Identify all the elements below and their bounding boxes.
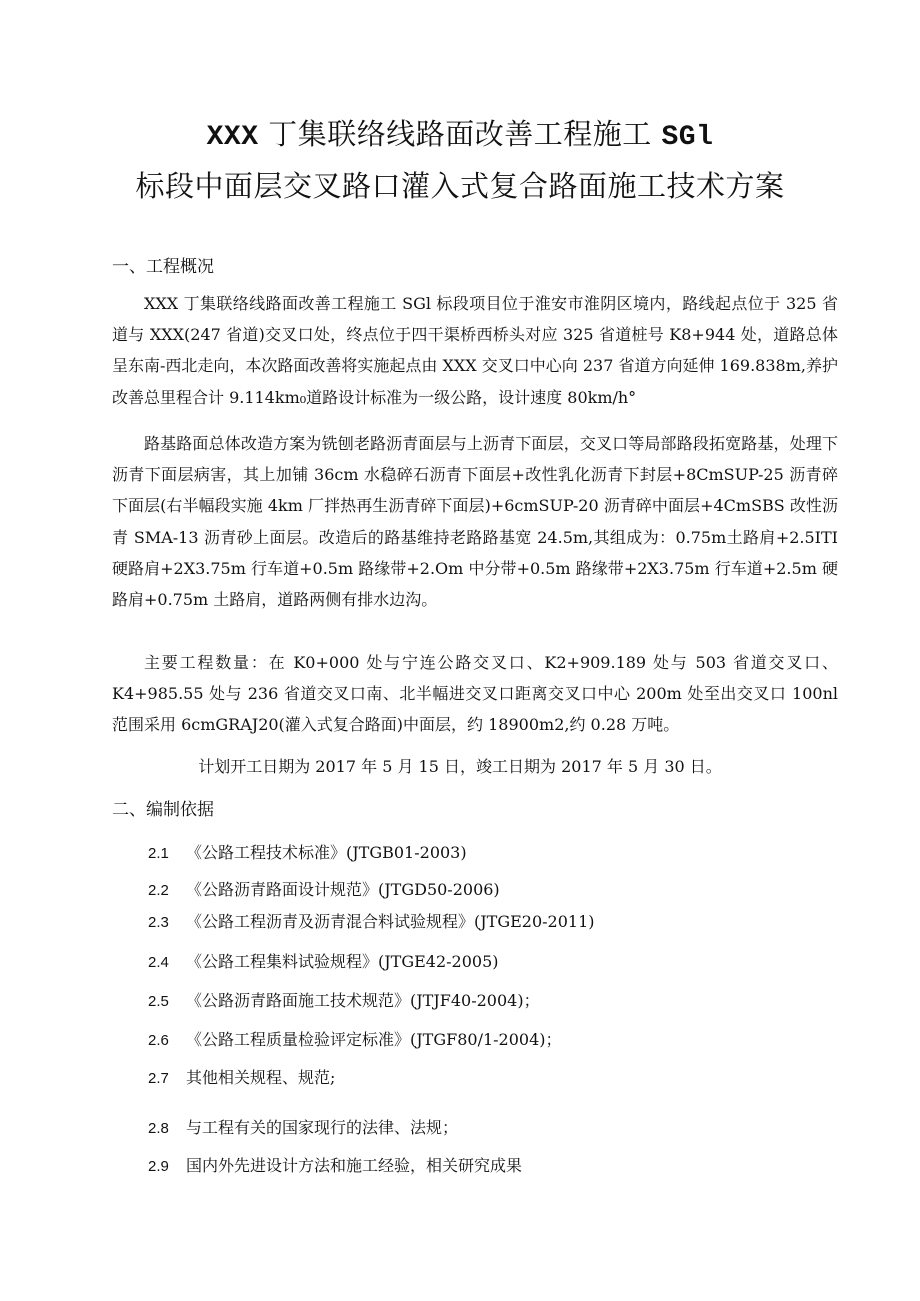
overview-paragraph-location: XXX 丁集联络线路面改善工程施工 SGl 标段项目位于淮安市淮阴区境内，路线起点位于 325 省道与 XXX(247 省道)交叉口处，终点位于四干渠桥西桥头对应 325 省道桩号 K8+944 处，道路总体呈东南-西北走向，本次路面改善将实施起点由 XXX 交叉口中心向 237 省道方向延伸 169.838m,养护改善总里程合计 9.114km₀道路设计标准为一级公路，设计速度 80km∕h°: [112, 294, 838, 407]
title-middle: 丁集联络线路面改善工程施工: [258, 117, 662, 151]
reference-text: 《公路工程沥青及沥青混合料试验规程》(JTGE20-2011): [186, 912, 595, 931]
document-title-line-2: 标段中面层交叉路口灌入式复合路面施工技术方案: [135, 169, 785, 203]
reference-number: 2.5: [148, 993, 169, 1010]
reference-text: 国内外先进设计方法和施工经验，相关研究成果: [186, 1156, 523, 1175]
reference-item: [148, 989, 540, 1014]
reference-number: 2.7: [148, 1070, 169, 1087]
reference-text: 与工程有关的国家现行的法律、法规；: [186, 1118, 459, 1137]
reference-text: 《公路工程质量检验评定标准》(JTGF80/1-2004)；: [186, 1030, 562, 1049]
reference-item: [148, 1116, 458, 1141]
reference-text: 《公路工程技术标准》(JTGB01-2003): [186, 843, 467, 862]
reference-text: 《公路沥青路面设计规范》(JTGD50-2006): [186, 880, 500, 899]
section-heading-overview: 一、工程概况: [112, 257, 214, 277]
reference-number: 2.9: [148, 1158, 169, 1175]
reference-text: 其他相关规程、规范;: [186, 1068, 336, 1087]
title-suffix: SGl: [661, 122, 714, 153]
reference-number: 2.4: [148, 954, 169, 971]
reference-item: [148, 841, 467, 866]
reference-item: [148, 950, 499, 975]
reference-item: [148, 1066, 335, 1091]
reference-text: 《公路工程集料试验规程》(JTGE42-2005): [186, 952, 499, 971]
section-heading-basis: 二、编制依据: [112, 800, 214, 820]
reference-number: 2.1: [148, 845, 169, 862]
title-prefix: XXX: [206, 122, 259, 153]
overview-paragraph-quantities: 主要工程数量：在 K0+000 处与宁连公路交叉口、K2+909.189 处与 503 省道交叉口、K4+985.55 处与 236 省道交叉口南、北半幅进交叉口距离交叉口中心 200m 处至出交叉口 100nl 范围采用 6cmGRAJ20(灌入式复合路面)中面层，约 18900m2,约 0.28 万吨。: [112, 653, 838, 735]
reference-item: [148, 878, 500, 903]
overview-paragraph-scheme: 路基路面总体改造方案为铣刨老路沥青面层与上沥青下面层，交叉口等局部路段拓宽路基，处理下沥青下面层病害，其上加铺 36cm 水稳碎石沥青下面层+改性乳化沥青下封层+8CmSUP-25 沥青碎下面层(右半幅段实施 4km 厂拌热再生沥青碎下面层)+6cmSUP-20 沥青碎中面层+4CmSBS 改性沥青 SMA-13 沥青砂上面层。改造后的路基维持老路路基宽 24.5m,其组成为：0.75m土路肩+2.5ITI 硬路肩+2X3.75m 行车道+0.5m 路缘带+2.Om 中分带+0.5m 路缘带+2X3.75m 行车道+2.5m 硬路肩+0.75m 土路肩，道路两侧有排水边沟。: [112, 434, 838, 610]
overview-schedule: 计划开工日期为 2017 年 5 月 15 日，竣工日期为 2017 年 5 月 30 日。: [198, 757, 722, 776]
reference-number: 2.2: [148, 882, 169, 899]
document-title-line-1: [0, 114, 920, 158]
reference-text: 《公路沥青路面施工技术规范》(JTJF40-2004)；: [186, 991, 540, 1010]
reference-item: [148, 910, 595, 935]
reference-number: 2.3: [148, 914, 169, 931]
reference-number: 2.6: [148, 1032, 169, 1049]
reference-item: [148, 1028, 562, 1053]
reference-item: [148, 1154, 522, 1179]
reference-number: 2.8: [148, 1120, 169, 1137]
